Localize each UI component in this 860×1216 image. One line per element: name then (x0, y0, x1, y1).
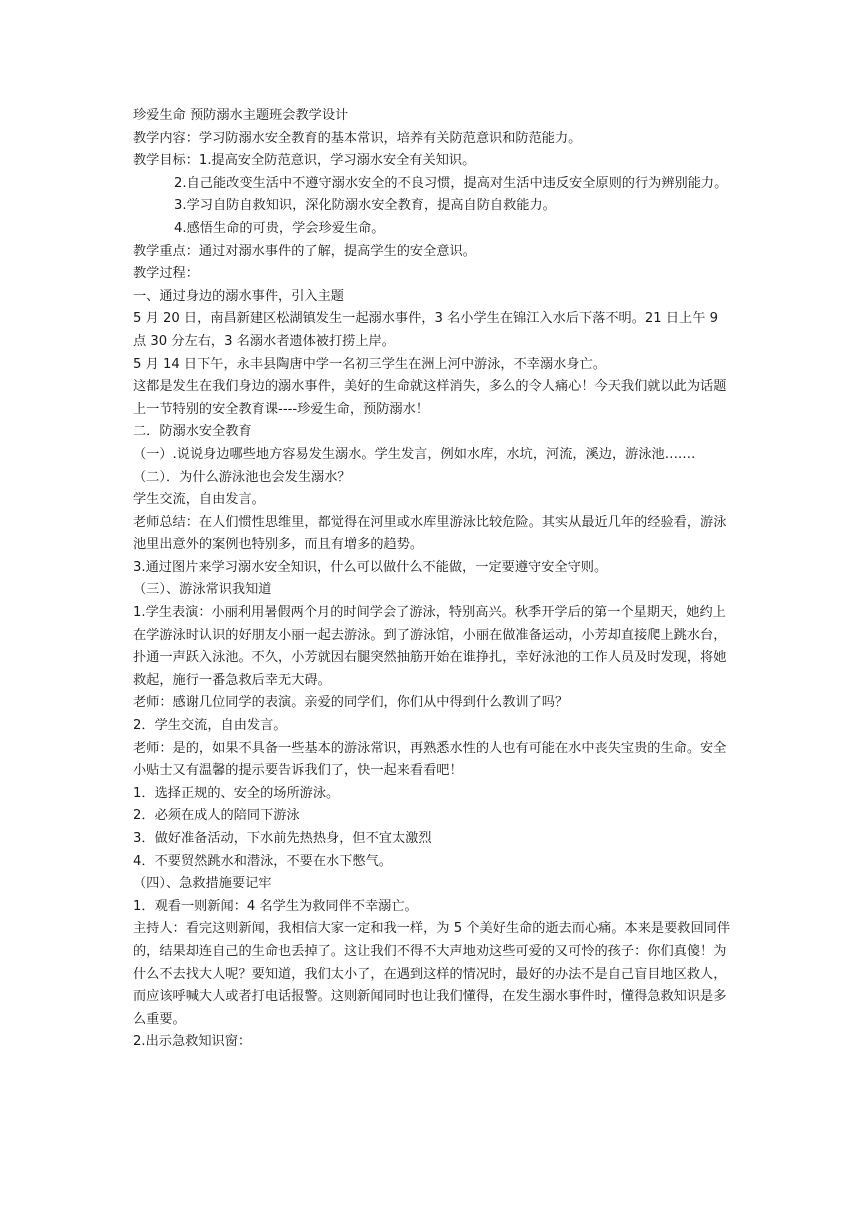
first-aid-heading: 2.出示急救知识窗： (133, 1034, 252, 1050)
teacher-thanks: 老师：感谢几位同学的表演。亲爱的同学们，你们从中得到什么教训了吗？ (133, 695, 569, 711)
subsection-3: （三）、游泳常识我知道 (133, 582, 272, 598)
student-skit-paragraph: 1.学生表演：小丽利用暑假两个月的时间学会了游泳，特别高兴。秋季开学后的第一个星期天，她约上在学游泳时认识的好朋友小丽一起去游泳。到了游泳馆，小丽在做准备运动，小芳却直接爬上跳水台，扑通一声跃入泳池。不久，小芳就因右腿突然抽筋开始在谁挣扎，幸好泳池的工作人员及时发现，将她救起，施行一番急救后幸无大碍。 (133, 605, 727, 688)
teaching-goal-4: 4.感悟生命的可贵，学会珍爱生命。 (174, 220, 385, 236)
student-exchange-2: 2．学生交流，自由发言。 (133, 718, 287, 734)
teaching-process-heading: 教学过程： (133, 266, 199, 282)
subsection-2: （二）．为什么游泳池也会发生溺水？ (133, 469, 351, 485)
teacher-summary: 老师总结：在人们惯性思维里，都觉得在河里或水库里游泳比较危险。其实从最近几年的经验看，游泳池里出意外的案例也特别多，而且有增多的趋势。 (133, 514, 727, 553)
safety-tip-2: 2．必须在成人的陪同下游泳 (133, 808, 300, 824)
teacher-tips-intro: 老师：是的，如果不具备一些基本的游泳常识，再熟悉水性的人也有可能在水中丧失宝贵的生命。安全小贴士又有温馨的提示要告诉我们了，快一起来看看吧！ (133, 740, 727, 779)
teaching-goal-3: 3.学习自防自救知识，深化防溺水安全教育，提高自防自救能力。 (174, 198, 556, 214)
safety-tip-1: 1．选择正规的、安全的场所游泳。 (133, 785, 340, 801)
teaching-content: 教学内容：学习防溺水安全教育的基本常识，培养有关防范意识和防范能力。 (133, 130, 582, 146)
subsection-1: （一）.说说身边哪些地方容易发生溺水。学生发言，例如水库，水坑，河流，溪边，游泳池……. (133, 446, 696, 462)
safety-tip-3: 3．做好准备活动，下水前先热热身，但不宜太激烈 (133, 831, 432, 846)
teaching-goal-2: 2.自己能改变生活中不遵守溺水安全的不良习惯，提高对生活中违反安全原则的行为辨别能力。 (174, 175, 728, 191)
intro-paragraph: 这都是发生在我们身边的溺水事件，美好的生命就这样消失，多么的令人痛心！今天我们就以此为话题上一节特别的安全教育课----珍爱生命，预防溺水！ (133, 379, 727, 417)
safety-tip-4: 4．不要贸然跳水和潜泳，不要在水下憋气。 (133, 853, 392, 869)
document-title: 珍爱生命 预防溺水主题班会教学设计 (133, 108, 349, 123)
section-heading-2: 二．防溺水安全教育 (133, 424, 252, 440)
news-paragraph: 1．观看一则新闻：4 名学生为救同伴不幸溺亡。 (133, 898, 418, 914)
teaching-goal-1: 教学目标：1.提高安全防范意识，学习溺水安全有关知识。 (133, 153, 476, 169)
subsection-4: （四）、急救措施要记牢 (133, 876, 272, 892)
section-heading-1: 一、通过身边的溺水事件，引入主题 (133, 288, 344, 304)
document-page (133, 105, 733, 1054)
event-paragraph-2: 5 月 14 日下午，永丰县陶唐中学一名初三学生在洲上河中游泳，不幸溺水身亡。 (133, 356, 606, 372)
student-exchange-1: 学生交流，自由发言。 (133, 492, 265, 508)
host-paragraph: 主持人：看完这则新闻，我相信大家一定和我一样，为 5 个美好生命的逝去而心痛。本来是要救回同伴的，结果却连自己的生命也丢掉了。这让我们不得不大声地劝这些可爱的又可怜的孩子：你们真傻！为什么不去找大人呢？要知道，我们太小了，在遇到这样的情况时，最好的办法不是自己盲目地区救人，而应该呼喊大人或者打电话报警。这则新闻同时也让我们懂得，在发生溺水事件时，懂得急救知识是多么重要。 (133, 921, 731, 1027)
event-paragraph-1: 5 月 20 日，南昌新建区松湖镇发生一起溺水事件，3 名小学生在锦江入水后下落不明。21 日上午 9 点 30 分左右，3 名溺水者遗体被打捞上岸。 (133, 311, 719, 349)
teaching-focus: 教学重点：通过对溺水事件的了解，提高学生的安全意识。 (133, 243, 476, 259)
pictures-paragraph: 3.通过图片来学习溺水安全知识，什么可以做什么不能做，一定要遵守安全守则。 (133, 559, 608, 575)
